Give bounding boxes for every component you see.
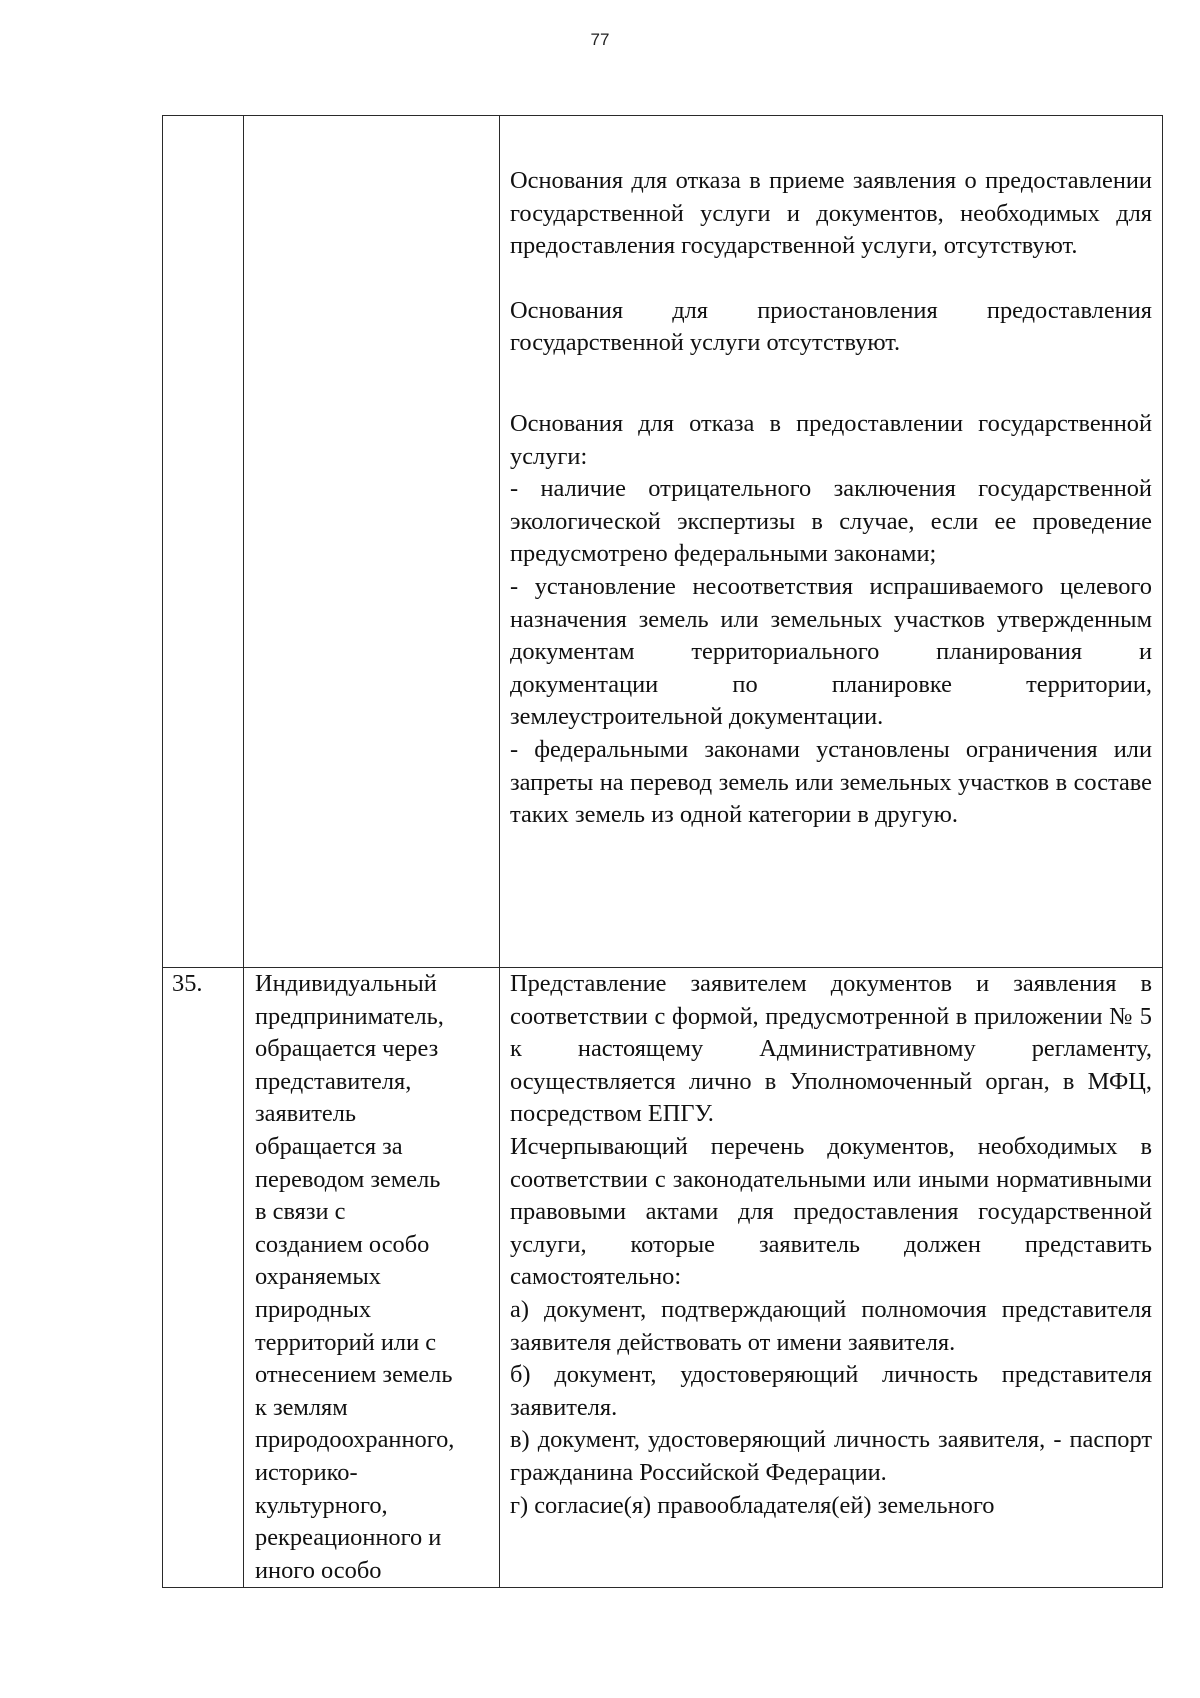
- refusal-ground-item: - наличие отрицательного заключения государственной экологической экспертизы в случае, если ее проведение предусмотрено федеральными законами;: [510, 475, 1152, 568]
- applicant-line: иного особо: [255, 1556, 382, 1584]
- document-item: в) документ, удостоверяющий личность заявителя, - паспорт гражданина Российской Федерации.: [510, 1426, 1152, 1486]
- document-item: г) согласие(я) правообладателя(ей) земельного: [510, 1491, 995, 1519]
- submission-paragraph: Представление заявителем документов и заявления в соответствии с формой, предусмотренной в приложении № 5 к настоящему Административному регламенту, осуществляется лично в Уполномоченный орган, в МФЦ, посредством ЕПГУ.: [510, 970, 1152, 1128]
- applicant-line: территорий или с: [255, 1328, 437, 1356]
- row-number-cell: 35.: [163, 968, 244, 1588]
- applicant-line: обращается через: [255, 1035, 439, 1063]
- applicant-line: культурного,: [255, 1491, 388, 1519]
- grounds-cell: [500, 116, 1163, 968]
- applicant-line: заявитель: [255, 1100, 357, 1128]
- applicant-line: природных: [255, 1295, 372, 1323]
- documents-list-heading: Исчерпывающий перечень документов, необходимых в соответствии с законодательными или иными нормативными правовыми актами для предоставления государственной услуги, которые заявитель должен представить самостоятельно:: [510, 1132, 1152, 1291]
- applicant-line: отнесением земель: [255, 1361, 453, 1389]
- applicant-line: историко-: [255, 1458, 358, 1486]
- applicant-line: представителя,: [255, 1067, 412, 1095]
- applicant-line: природоохранного,: [255, 1426, 455, 1454]
- applicant-line: охраняемых: [255, 1263, 381, 1291]
- procedure-cell: [500, 968, 1163, 1588]
- suspension-paragraph: Основания для приостановления предоставления государственной услуги отсутствуют.: [510, 296, 1152, 357]
- applicant-cell: [244, 968, 500, 1588]
- applicant-line: в связи с: [255, 1198, 346, 1226]
- document-item: а) документ, подтверждающий полномочия представителя заявителя действовать от имени заявителя.: [510, 1295, 1152, 1356]
- refusal-grounds-heading: Основания для отказа в предоставлении государственной услуги:: [510, 409, 1152, 470]
- table-row: [163, 968, 1163, 1588]
- applicant-line: предприниматель,: [255, 1002, 444, 1030]
- document-item: б) документ, удостоверяющий личность представителя заявителя.: [510, 1361, 1152, 1421]
- applicant-cell: [244, 116, 500, 968]
- refusal-acceptance-paragraph: Основания для отказа в приеме заявления о предоставлении государственной услуги и документов, необходимых для предоставления государственной услуги, отсутствуют.: [510, 167, 1152, 260]
- table-row: [163, 116, 1163, 968]
- refusal-ground-item: - федеральными законами установлены ограничения или запреты на перевод земель или земельных участков в составе таких земель из одной категории в другую.: [510, 735, 1152, 829]
- regulation-table: [162, 115, 1163, 1588]
- page-number: 77: [590, 30, 610, 49]
- refusal-ground-item: - установление несоответствия испрашиваемого целевого назначения земель или земельных участков утвержденным документам территориального планирования и документации по планировке территории, землеустроительной документации.: [510, 572, 1152, 731]
- applicant-line: обращается за: [255, 1132, 403, 1160]
- applicant-line: Индивидуальный: [255, 970, 437, 997]
- applicant-line: рекреационного и: [255, 1524, 442, 1552]
- applicant-line: созданием особо: [255, 1230, 430, 1258]
- applicant-line: к землям: [255, 1393, 348, 1421]
- applicant-line: переводом земель: [255, 1165, 441, 1193]
- row-number-cell: [163, 116, 244, 968]
